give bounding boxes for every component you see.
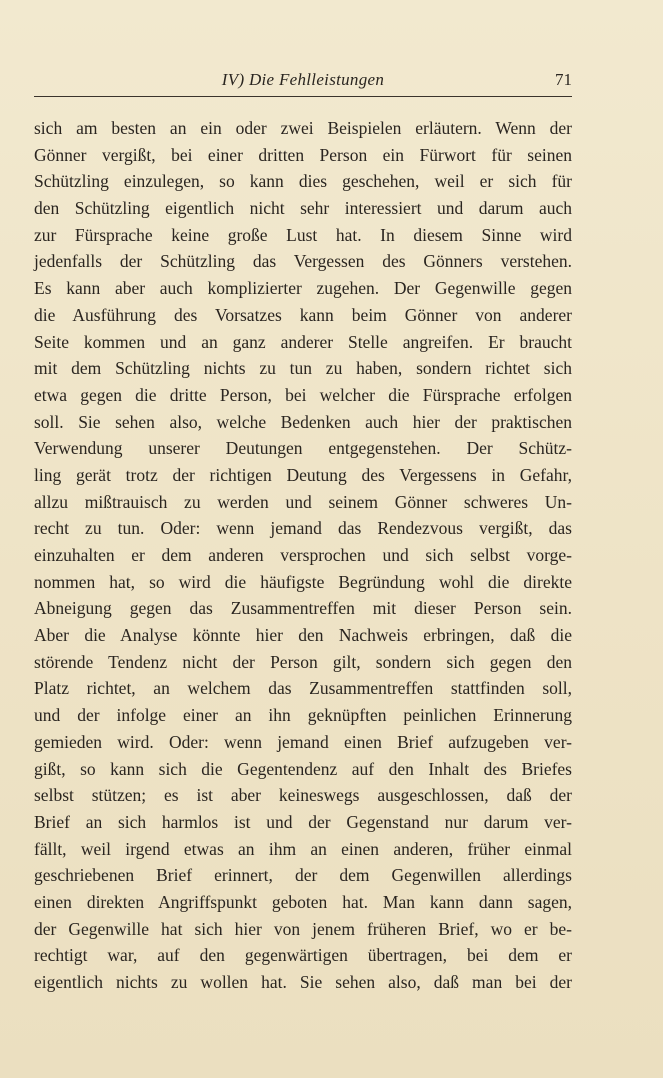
- text-line: fällt, weil irgend etwas an ihm an einen anderen, früher einmal: [34, 838, 572, 859]
- text-line: einzuhalten er dem anderen versprochen und sich selbst vorge-: [34, 545, 572, 565]
- text-line: und der infolge einer an ihn geknüpften peinlichen Erinnerung: [34, 705, 572, 726]
- text-line: Aber die Analyse könnte hier den Nachweis erbringen, daß die: [34, 625, 572, 646]
- text-line: nommen hat, so wird die häufigste Begründung wohl die direkte: [34, 571, 572, 592]
- text-line: die Ausführung des Vorsatzes kann beim Gönner von anderer: [34, 304, 572, 325]
- body-text: [34, 115, 572, 996]
- chapter-heading: IV) Die Fehlleistungen: [221, 70, 385, 89]
- text-line: störende Tendenz nicht der Person gilt, sondern sich gegen den: [34, 651, 572, 672]
- text-line: gemieden wird. Oder: wenn jemand einen Brief aufzugeben ver-: [34, 731, 572, 752]
- text-line: allzu mißtrauisch zu werden und seinem Gönner schweres Un-: [34, 491, 572, 512]
- text-line: Brief an sich harmlos ist und der Gegenstand nur darum ver-: [34, 811, 572, 832]
- text-line: der Gegenwille hat sich hier von jenem früheren Brief, wo er be-: [34, 918, 572, 939]
- text-line: Schützling einzulegen, so kann dies geschehen, weil er sich für: [34, 171, 572, 192]
- text-line: mit dem Schützling nichts zu tun zu haben, sondern richtet sich: [34, 358, 572, 379]
- text-line: einen direkten Angriffspunkt geboten hat. Man kann dann sagen,: [34, 891, 572, 912]
- text-line: Abneigung gegen das Zusammentreffen mit dieser Person sein.: [34, 598, 572, 619]
- text-line: ling gerät trotz der richtigen Deutung des Vergessens in Gefahr,: [34, 464, 572, 485]
- text-line: Platz richtet, an welchem das Zusammentreffen stattfinden soll,: [34, 678, 572, 699]
- text-line: recht zu tun. Oder: wenn jemand das Rendezvous vergißt, das: [34, 518, 572, 539]
- text-line: den Schützling eigentlich nicht sehr interessiert und darum auch: [34, 198, 572, 219]
- text-line: selbst stützen; es ist aber keineswegs ausgeschlossen, daß der: [34, 785, 572, 806]
- text-line: jedenfalls der Schützling das Vergessen des Gönners verstehen.: [34, 251, 572, 272]
- running-head: [34, 70, 572, 94]
- text-line: geschriebenen Brief erinnert, der dem Gegenwillen allerdings: [34, 865, 572, 886]
- text-line: zur Fürsprache keine große Lust hat. In diesem Sinne wird: [34, 224, 572, 245]
- text-line: Verwendung unserer Deutungen entgegenstehen. Der Schütz-: [34, 438, 572, 459]
- text-line: Seite kommen und an ganz anderer Stelle angreifen. Er braucht: [34, 331, 572, 352]
- page-number: 71: [555, 70, 572, 89]
- header-rule: [34, 96, 572, 97]
- text-line: rechtigt war, auf den gegenwärtigen übertragen, bei dem er: [34, 945, 572, 966]
- text-line: sich am besten an ein oder zwei Beispielen erläutern. Wenn der: [34, 118, 572, 138]
- text-line: etwa gegen die dritte Person, bei welcher die Fürsprache erfolgen: [34, 384, 572, 405]
- text-line: soll. Sie sehen also, welche Bedenken auch hier der praktischen: [34, 411, 572, 432]
- text-line: gißt, so kann sich die Gegentendenz auf den Inhalt des Briefes: [34, 758, 572, 779]
- text-line: eigentlich nichts zu wollen hat. Sie sehen also, daß man bei der: [34, 972, 572, 992]
- text-line: Es kann aber auch komplizierter zugehen. Der Gegenwille gegen: [34, 278, 572, 299]
- text-line: Gönner vergißt, bei einer dritten Person ein Fürwort für seinen: [34, 144, 572, 165]
